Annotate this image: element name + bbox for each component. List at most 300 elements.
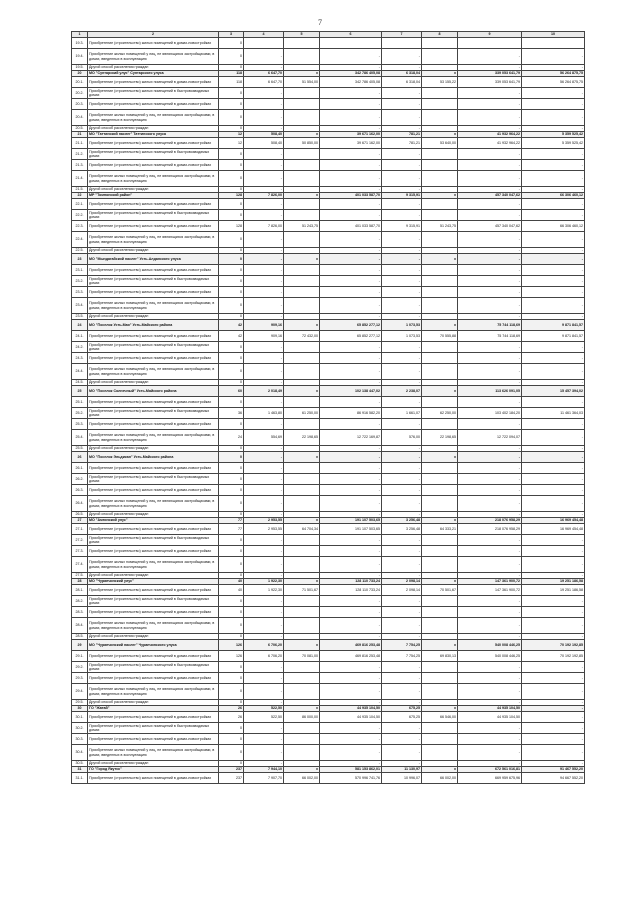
table-cell: 0 [219, 673, 244, 684]
table-cell: - [382, 232, 422, 248]
table-cell: - [320, 535, 382, 546]
table-cell: - [382, 397, 422, 408]
table-cell: Приобретение (строительство) жилых помещений в домах-новостройках [88, 673, 219, 684]
table-cell: - [458, 88, 522, 99]
table-cell: 0 [219, 49, 244, 65]
table-cell: 237 [219, 767, 244, 773]
table-cell: - [244, 276, 284, 287]
table-cell [422, 210, 458, 221]
table-cell: - [382, 512, 422, 518]
table-cell: х [422, 132, 458, 138]
table-cell: - [522, 700, 585, 706]
table-cell: 540 008 446,25 [458, 640, 522, 651]
table-cell: х [284, 320, 320, 331]
table-cell: 3 256,48 [382, 518, 422, 524]
table-cell: Другой способ расселения граждан [88, 187, 219, 193]
table-cell: х [284, 579, 320, 585]
table-cell: - [458, 210, 522, 221]
table-row [72, 149, 585, 160]
table-cell: Приобретение жилых помещений у лиц, не являющихся застройщиками, в домах, введенных в эксплуатацию [88, 110, 219, 126]
table-cell: - [244, 171, 284, 187]
table-cell [422, 49, 458, 65]
table-row [72, 171, 585, 187]
table-cell: Приобретение (строительство) жилых помещений в быстровозводимых домах [88, 88, 219, 99]
table-cell: Приобретение (строительство) жилых помещений в домах-новостройках [88, 331, 219, 342]
table-cell: 0 [219, 364, 244, 380]
column-header: 3 [219, 32, 244, 38]
table-cell [422, 745, 458, 761]
table-cell: - [244, 88, 284, 99]
table-cell [284, 149, 320, 160]
table-cell: 30.5. [72, 761, 88, 767]
table-cell: - [382, 353, 422, 364]
table-cell: - [244, 761, 284, 767]
table-cell: 0 [219, 496, 244, 512]
table-row [72, 342, 585, 353]
table-cell: 64 704,34 [284, 524, 320, 535]
table-cell: - [382, 88, 422, 99]
table-cell [284, 160, 320, 171]
table-cell [422, 171, 458, 187]
table-cell: - [320, 745, 382, 761]
table-cell: - [244, 232, 284, 248]
table-cell: - [320, 171, 382, 187]
table-row [72, 353, 585, 364]
table-cell: - [244, 160, 284, 171]
table-cell: 22.5. [72, 248, 88, 254]
table-cell: х [422, 706, 458, 712]
table-cell: 0 [219, 474, 244, 485]
table-cell: 675,25 [382, 706, 422, 712]
table-row [72, 430, 585, 446]
table-row [72, 585, 585, 596]
table-row [72, 99, 585, 110]
table-cell: 31 [72, 767, 88, 773]
table-cell: 342 786 405,08 [320, 71, 382, 77]
table-total-row [72, 320, 585, 331]
table-cell: 9 315,91 [382, 221, 422, 232]
table-cell: 7 907,70 [244, 773, 284, 784]
table-cell: 2 953,55 [244, 524, 284, 535]
table-cell: х [422, 254, 458, 265]
table-cell: - [244, 496, 284, 512]
table-cell: 5 359 525,42 [522, 132, 585, 138]
table-cell: 0 [219, 700, 244, 706]
table-cell: 12 722 169,87 [320, 430, 382, 446]
table-cell: - [458, 199, 522, 210]
table-cell: 540 008 446,25 [458, 651, 522, 662]
table-cell: 28.1. [72, 585, 88, 596]
table-total-row [72, 452, 585, 463]
table-cell: 28.2. [72, 596, 88, 607]
table-cell: 39 671 162,00 [320, 132, 382, 138]
table-cell: - [458, 248, 522, 254]
table-cell: - [458, 607, 522, 618]
table-cell: 522,50 [244, 712, 284, 723]
table-cell: х [284, 193, 320, 199]
table-cell: Приобретение (строительство) жилых помещений в домах-новостройках [88, 77, 219, 88]
table-cell: 147 361 900,72 [458, 579, 522, 585]
table-cell: 91 467 552,20 [522, 767, 585, 773]
table-cell: 0 [219, 512, 244, 518]
table-cell: 457 340 047,62 [458, 221, 522, 232]
table-row [72, 535, 585, 546]
table-row [72, 88, 585, 99]
table-cell [284, 535, 320, 546]
table-cell: - [320, 298, 382, 314]
table-cell: 909,16 [244, 331, 284, 342]
table-cell: 12 [219, 138, 244, 149]
table-cell: 20.5. [72, 126, 88, 132]
table-cell [284, 618, 320, 634]
table-cell: 72 432,00 [284, 331, 320, 342]
table-cell: Другой способ расселения граждан [88, 446, 219, 452]
table-cell: 22.4. [72, 232, 88, 248]
table-cell: 0 [219, 298, 244, 314]
table-cell: Приобретение (строительство) жилых помещений в домах-новостройках [88, 773, 219, 784]
table-cell: 1 922,30 [244, 585, 284, 596]
table-cell: - [522, 618, 585, 634]
table-cell: 21.4. [72, 171, 88, 187]
table-cell: 5 359 525,42 [522, 138, 585, 149]
table-cell: 29.2. [72, 662, 88, 673]
table-cell: 51 554,00 [284, 77, 320, 88]
table-cell: 7 754,25 [382, 640, 422, 651]
table-cell: 28.5. [72, 634, 88, 640]
table-cell: - [382, 485, 422, 496]
table-cell: 237 [219, 773, 244, 784]
table-cell: 22.3. [72, 221, 88, 232]
table-cell: - [522, 49, 585, 65]
table-cell: - [382, 210, 422, 221]
table-cell: 44 935 104,50 [458, 712, 522, 723]
table-cell: 77 [219, 518, 244, 524]
table-cell: 672 561 016,81 [458, 767, 522, 773]
table-cell: 9 871 841,57 [522, 331, 585, 342]
table-cell: - [522, 419, 585, 430]
table-cell [284, 298, 320, 314]
table-cell: - [522, 474, 585, 485]
table-cell: - [382, 419, 422, 430]
table-cell: - [458, 496, 522, 512]
table-cell: 669 959 675,96 [458, 773, 522, 784]
table-cell: 401 033 587,70 [320, 221, 382, 232]
table-cell: МО "Амгинский улус" [88, 518, 219, 524]
table-cell: - [458, 474, 522, 485]
table-row [72, 496, 585, 512]
table-cell: - [320, 446, 382, 452]
table-cell: - [320, 734, 382, 745]
table-cell [244, 38, 284, 49]
table-cell: - [522, 761, 585, 767]
table-cell: - [522, 745, 585, 761]
table-cell: 24.2. [72, 342, 88, 353]
table-cell: - [320, 485, 382, 496]
table-cell: 781,21 [382, 132, 422, 138]
table-cell: 30.3. [72, 734, 88, 745]
table-cell: - [382, 474, 422, 485]
table-cell: 339 053 641,79 [458, 77, 522, 88]
table-cell: МО "Поселок Усть-Мая" Усть-Майского района [88, 320, 219, 331]
table-cell: 2 098,14 [382, 579, 422, 585]
table-cell [422, 596, 458, 607]
table-cell: х [422, 320, 458, 331]
table-row [72, 684, 585, 700]
table-cell: - [382, 463, 422, 474]
table-cell [284, 38, 320, 49]
table-cell: - [320, 452, 382, 463]
page-number: 7 [318, 18, 322, 27]
table-cell: - [244, 618, 284, 634]
table-cell: - [458, 419, 522, 430]
column-header: 7 [382, 32, 422, 38]
table-cell: 29.3. [72, 673, 88, 684]
table-cell: - [522, 573, 585, 579]
table-cell: - [244, 700, 284, 706]
table-row [72, 662, 585, 673]
table-cell: - [458, 314, 522, 320]
table-cell: 28 [72, 579, 88, 585]
table-cell: 0 [219, 199, 244, 210]
table-cell: 23.3. [72, 287, 88, 298]
table-cell: - [458, 342, 522, 353]
table-cell: - [522, 265, 585, 276]
table-cell: Приобретение (строительство) жилых помещений в домах-новостройках [88, 199, 219, 210]
table-cell: 44 935 104,50 [458, 706, 522, 712]
column-header: 10 [522, 32, 585, 38]
table-cell: 24.1. [72, 331, 88, 342]
table-body [72, 32, 585, 784]
table-cell: Другой способ расселения граждан [88, 314, 219, 320]
table-cell: Приобретение жилых помещений у лиц, не являющихся застройщиками, в домах, введенных в эксплуатацию [88, 557, 219, 573]
table-cell [284, 342, 320, 353]
table-row [72, 408, 585, 419]
table-cell: Приобретение жилых помещений у лиц, не являющихся застройщиками, в домах, введенных в эксплуатацию [88, 364, 219, 380]
table-cell: 66 002,00 [284, 773, 320, 784]
table-cell: 44 935 104,50 [320, 712, 382, 723]
table-cell [284, 662, 320, 673]
table-cell: Приобретение (строительство) жилых помещений в быстровозводимых домах [88, 535, 219, 546]
table-cell: 1 661,07 [382, 408, 422, 419]
table-cell: Другой способ расселения граждан [88, 512, 219, 518]
table-cell: 191 107 503,65 [320, 518, 382, 524]
table-cell: - [320, 248, 382, 254]
table-cell: - [244, 452, 284, 463]
table-cell: - [458, 761, 522, 767]
table-cell: 70 192 192,85 [522, 640, 585, 651]
table-cell [422, 276, 458, 287]
table-cell: - [320, 126, 382, 132]
table-cell: 29.4. [72, 684, 88, 700]
table-cell: 7 826,00 [244, 193, 284, 199]
table-cell [284, 607, 320, 618]
table-cell: 27.5. [72, 573, 88, 579]
table-cell: 26 [219, 712, 244, 723]
table-cell: 0 [219, 723, 244, 734]
table-cell [422, 684, 458, 700]
table-cell: - [382, 700, 422, 706]
table-cell [284, 110, 320, 126]
table-cell: Приобретение жилых помещений у лиц, не являющихся застройщиками, в домах, введенных в эксплуатацию [88, 49, 219, 65]
table-cell: 0 [219, 171, 244, 187]
table-cell [422, 88, 458, 99]
table-cell: 31.1. [72, 773, 88, 784]
table-cell: 469 816 253,48 [320, 651, 382, 662]
table-cell: - [244, 265, 284, 276]
table-cell: 26 [72, 452, 88, 463]
table-cell: 30.1. [72, 712, 88, 723]
table-cell: 570 996 741,76 [320, 773, 382, 784]
table-cell [422, 110, 458, 126]
table-cell: 20.3. [72, 99, 88, 110]
table-cell: Приобретение жилых помещений у лиц, не являющихся застройщиками, в домах, введенных в эксплуатацию [88, 232, 219, 248]
table-row [72, 38, 585, 49]
table-cell: 6 318,04 [382, 71, 422, 77]
table-cell: - [244, 662, 284, 673]
table-cell: 50 850,00 [284, 138, 320, 149]
table-cell: 0 [219, 314, 244, 320]
table-cell: 128 [219, 193, 244, 199]
table-cell: - [522, 684, 585, 700]
table-cell: 19.4. [72, 49, 88, 65]
table-cell [422, 397, 458, 408]
table-cell [422, 557, 458, 573]
table-cell: - [244, 380, 284, 386]
table-cell: - [458, 232, 522, 248]
table-cell: - [522, 463, 585, 474]
table-cell: - [244, 254, 284, 265]
table-cell: 30 [72, 706, 88, 712]
table-cell: Другой способ расселения граждан [88, 761, 219, 767]
table-cell: - [522, 99, 585, 110]
table-total-row [72, 254, 585, 265]
table-cell: Приобретение (строительство) жилых помещений в домах-новостройках [88, 651, 219, 662]
table-cell: 0 [219, 210, 244, 221]
table-cell [284, 419, 320, 430]
table-cell: - [522, 287, 585, 298]
table-cell: 0 [219, 557, 244, 573]
table-cell: Приобретение (строительство) жилых помещений в быстровозводимых домах [88, 408, 219, 419]
table-cell: 0 [219, 618, 244, 634]
table-cell [382, 38, 422, 49]
table-cell: Приобретение (строительство) жилых помещений в домах-новостройках [88, 99, 219, 110]
table-cell: - [458, 171, 522, 187]
table-cell: 22.2. [72, 210, 88, 221]
table-cell: Другой способ расселения граждан [88, 573, 219, 579]
table-cell: 128 110 733,24 [320, 579, 382, 585]
table-cell: 0 [219, 596, 244, 607]
table-cell: 0 [219, 684, 244, 700]
table-cell: 1 073,53 [382, 320, 422, 331]
table-total-row [72, 640, 585, 651]
table-cell: МО "Чурапчинский наслег" Чурапчинского улуса [88, 640, 219, 651]
table-cell: - [458, 287, 522, 298]
table-row [72, 651, 585, 662]
table-row [72, 276, 585, 287]
table-cell: - [244, 187, 284, 193]
table-cell: Приобретение (строительство) жилых помещений в быстровозводимых домах [88, 723, 219, 734]
table-cell: - [458, 160, 522, 171]
table-cell: - [382, 364, 422, 380]
table-cell: Другой способ расселения граждан [88, 65, 219, 71]
table-cell: 29.1. [72, 651, 88, 662]
table-cell: 19 251 186,58 [522, 579, 585, 585]
table-cell: - [244, 364, 284, 380]
table-cell: 0 [219, 342, 244, 353]
table-cell: 27.4. [72, 557, 88, 573]
table-cell: 1 463,80 [244, 408, 284, 419]
table-cell: 86 916 582,20 [320, 408, 382, 419]
table-cell: - [382, 557, 422, 573]
table-cell: - [458, 446, 522, 452]
table-cell [284, 684, 320, 700]
table-cell: - [522, 364, 585, 380]
table-cell: - [320, 618, 382, 634]
table-cell [422, 474, 458, 485]
table-cell: - [382, 248, 422, 254]
table-cell: х [422, 386, 458, 397]
table-cell: - [522, 512, 585, 518]
table-cell: - [320, 99, 382, 110]
table-cell [422, 160, 458, 171]
table-cell: х [422, 518, 458, 524]
table-cell: 102 138 447,02 [320, 386, 382, 397]
table-cell: 27 [72, 518, 88, 524]
table-cell: 909,16 [244, 320, 284, 331]
table-cell: 26 [219, 706, 244, 712]
table-cell: - [320, 342, 382, 353]
table-cell: 20.4. [72, 110, 88, 126]
table-cell [284, 88, 320, 99]
table-cell: 40 [219, 579, 244, 585]
table-cell: - [458, 149, 522, 160]
table-cell: - [382, 110, 422, 126]
table-cell: - [382, 49, 422, 65]
table-cell [422, 618, 458, 634]
table-cell: 23 [72, 254, 88, 265]
table-cell: 66 306 460,12 [522, 193, 585, 199]
table-cell: - [320, 232, 382, 248]
table-cell: - [458, 187, 522, 193]
table-cell [522, 38, 585, 49]
table-cell: - [382, 734, 422, 745]
table-cell [422, 607, 458, 618]
table-row [72, 221, 585, 232]
table-cell: Приобретение жилых помещений у лиц, не являющихся застройщиками, в домах, введенных в эксплуатацию [88, 684, 219, 700]
table-cell: 24 [72, 320, 88, 331]
table-row [72, 397, 585, 408]
table-cell [422, 496, 458, 512]
table-row [72, 485, 585, 496]
table-cell: 191 107 503,65 [320, 524, 382, 535]
table-cell: 0 [219, 248, 244, 254]
table-cell: - [458, 535, 522, 546]
table-row [72, 138, 585, 149]
table-cell: - [382, 380, 422, 386]
table-cell: Другой способ расселения граждан [88, 634, 219, 640]
table-cell: 0 [219, 419, 244, 430]
table-cell: - [244, 298, 284, 314]
table-cell: 0 [219, 287, 244, 298]
table-cell: - [320, 723, 382, 734]
column-header: 4 [244, 32, 284, 38]
table-cell: - [458, 110, 522, 126]
table-cell: 21 [72, 132, 88, 138]
table-cell: - [320, 276, 382, 287]
table-cell: - [382, 546, 422, 557]
table-cell: 522,50 [244, 706, 284, 712]
table-cell: - [522, 607, 585, 618]
